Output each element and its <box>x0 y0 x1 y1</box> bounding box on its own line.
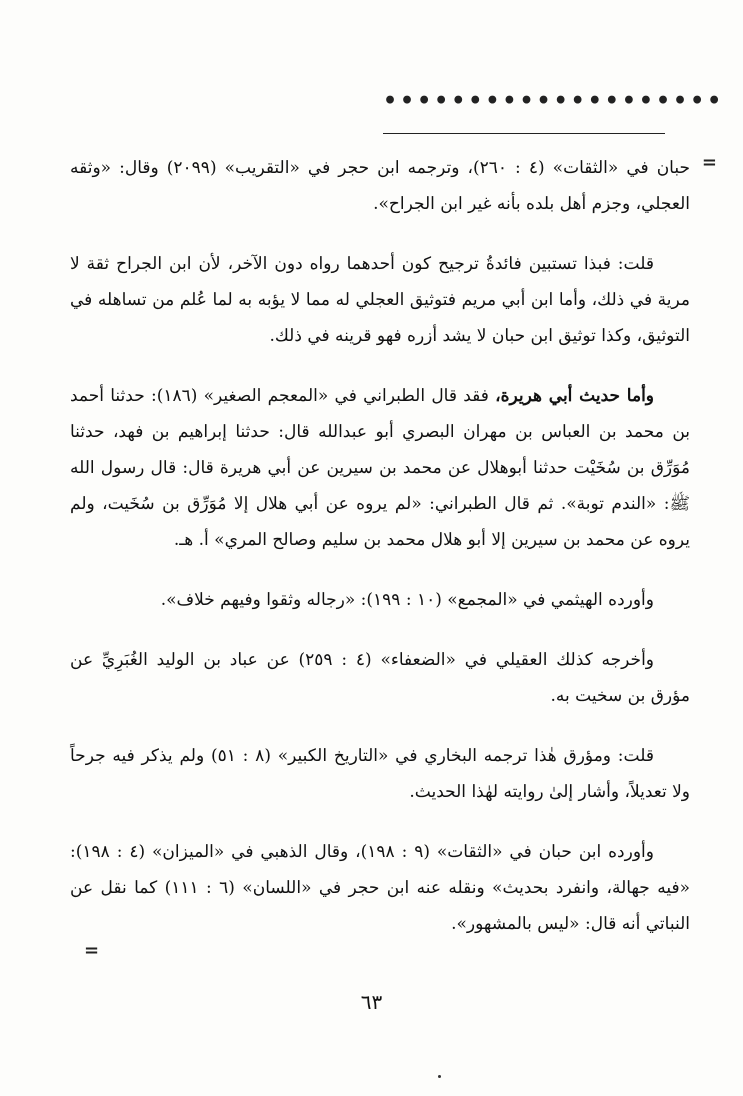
continuation-mark-bottom: = <box>84 940 100 961</box>
continuation-mark-top: = <box>701 152 717 173</box>
paragraph-7: وأورده ابن حبان في «الثقات» (٩ : ١٩٨)، وقال الذهبي في «الميزان» (٤ : ١٩٨): «فيه جهالة، وانفرد بحديث» ونقله عنه ابن حجر في «اللسان» (٦ : ١١١) كما نقل عن النباتي أنه قال: «ليس بالمشهور». <box>70 842 690 934</box>
footnote-rule <box>383 133 665 134</box>
paragraph-2: قلت: فبذا تستبين فائدةُ ترجيح كون أحدهما رواه دون الآخر، لأن ابن الجراح ثقة لا مرية في ذلك، وأما ابن أبي مريم فتوثيق العجلي له مما لا يؤبه به لما عُلم من تساهله في التوثيق، وكذا توثيق ابن حبان لا يشد أزره فهو قرينه في ذلك. <box>70 254 690 346</box>
paragraph-1: حبان في «الثقات» (٤ : ٢٦٠)، وترجمه ابن حجر في «التقريب» (٢٠٩٩) وقال: «وثقه العجلي، وجزم أهل بلده بأنه غير ابن الجراح». <box>70 158 690 214</box>
paragraph-3-lead: وأما حديث أبي هريرة، <box>495 386 655 406</box>
footnote-body <box>70 150 690 966</box>
paragraph-5: وأخرجه كذلك العقيلي في «الضعفاء» (٤ : ٢٥٩) عن عباد بن الوليد الغُبَرِيِّ عن مؤرق بن سخيت به. <box>70 650 690 706</box>
paragraph-6: قلت: ومؤرق هٰذا ترجمه البخاري في «التاريخ الكبير» (٨ : ٥١) ولم يذكر فيه جرحاً ولا تعديلاً، وأشار إلىٰ روايته لهٰذا الحديث. <box>70 746 690 802</box>
scan-speck <box>438 1075 441 1078</box>
paragraph-4: وأورده الهيثمي في «المجمع» (١٠ : ١٩٩): «رجاله وثقوا وفيهم خلاف». <box>160 590 654 610</box>
header-dots: •••••••••••••••••••• <box>383 88 725 114</box>
page-number: ٦٣ <box>360 990 383 1014</box>
paragraph-3-body: فقد قال الطبراني في «المعجم الصغير» (١٨٦): حدثنا أحمد بن محمد بن العباس بن مهران البصري أبو عبدالله قال: حدثنا إبراهيم بن فهد، حدثنا مُوَرِّق بن سُخَيْت حدثنا أبوهلال عن محمد بن سيرين عن أبي هريرة قال: قال رسول الله ﷺ: «الندم توبة». ثم قال الطبراني: «لم يروه عن أبي هلال إلا مُوَرِّق بن سُخَيت، ولم يروه عن محمد بن سيرين إلا أبو هلال محمد بن سليم وصالح المري» أ. هـ. <box>70 386 690 550</box>
paragraph-3 <box>70 378 690 558</box>
